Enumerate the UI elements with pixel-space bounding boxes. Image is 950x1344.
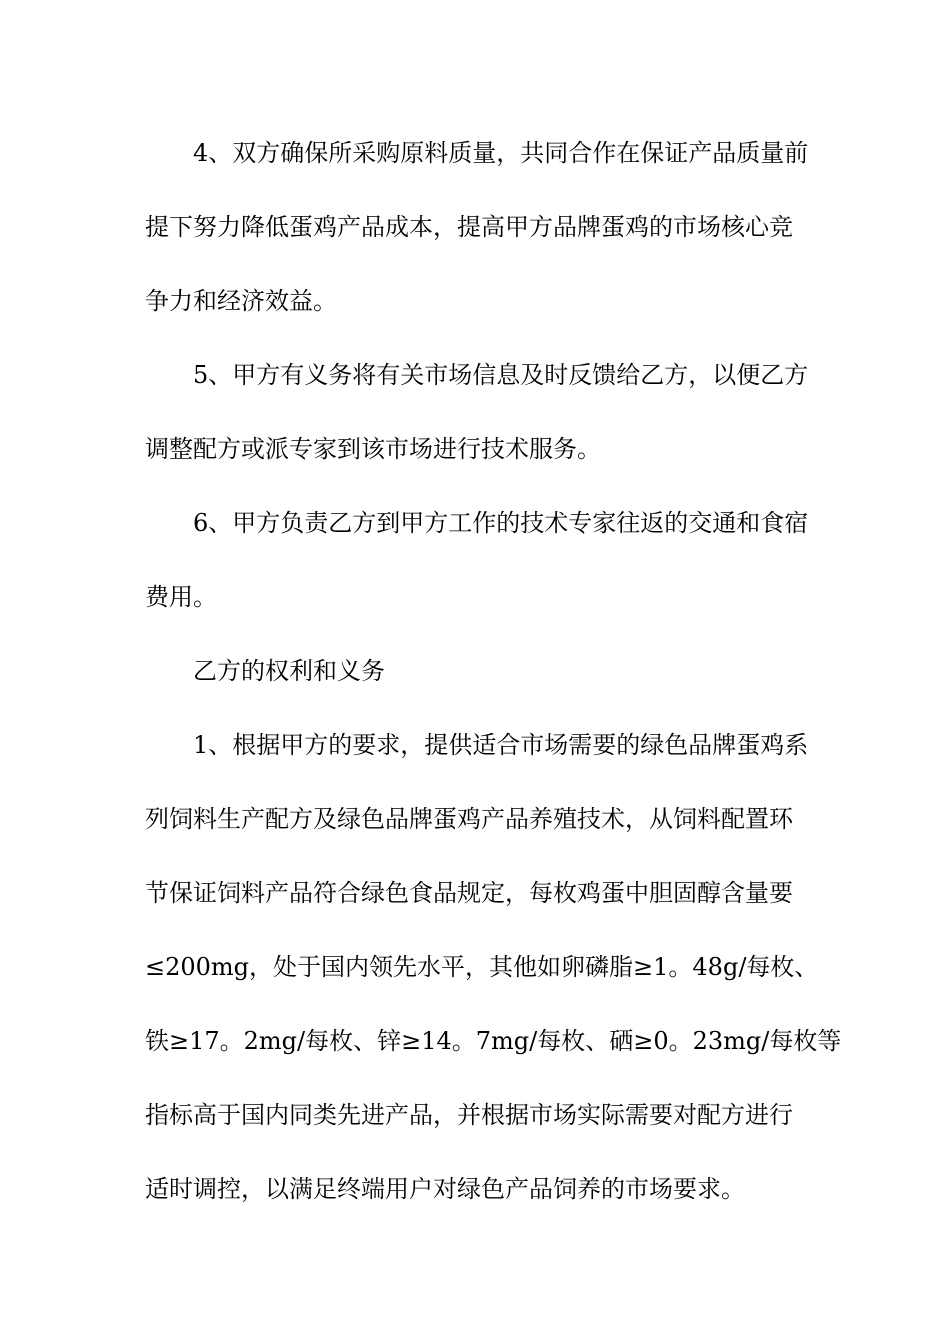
paragraph-1-line-5: 铁≥17。2mg/每枚、锌≥14。7mg/每枚、硒≥0。23mg/每枚等 bbox=[145, 1027, 842, 1055]
paragraph-1-line-4: ≤200mg，处于国内领先水平，其他如卵磷脂≥1。48g/每枚、 bbox=[145, 953, 819, 981]
paragraph-1-line-2: 列饲料生产配方及绿色品牌蛋鸡产品养殖技术，从饲料配置环 bbox=[145, 805, 793, 833]
paragraph-4-line-1: 4、双方确保所采购原料质量，共同合作在保证产品质量前 bbox=[193, 139, 809, 167]
paragraph-4-line-2: 提下努力降低蛋鸡产品成本，提高甲方品牌蛋鸡的市场核心竞 bbox=[145, 213, 793, 241]
paragraph-6-line-1: 6、甲方负责乙方到甲方工作的技术专家往返的交通和食宿 bbox=[193, 509, 809, 537]
paragraph-1-line-1: 1、根据甲方的要求，提供适合市场需要的绿色品牌蛋鸡系 bbox=[193, 731, 809, 759]
paragraph-6-line-2: 费用。 bbox=[145, 583, 217, 611]
section-heading: 乙方的权利和义务 bbox=[193, 657, 385, 685]
paragraph-1-line-6: 指标高于国内同类先进产品，并根据市场实际需要对配方进行 bbox=[145, 1101, 793, 1129]
paragraph-5-line-1: 5、甲方有义务将有关市场信息及时反馈给乙方，以便乙方 bbox=[193, 361, 809, 389]
paragraph-5-line-2: 调整配方或派专家到该市场进行技术服务。 bbox=[145, 435, 601, 463]
paragraph-1-line-3: 节保证饲料产品符合绿色食品规定，每枚鸡蛋中胆固醇含量要 bbox=[145, 879, 793, 907]
paragraph-4-line-3: 争力和经济效益。 bbox=[145, 287, 337, 315]
paragraph-1-line-7: 适时调控，以满足终端用户对绿色产品饲养的市场要求。 bbox=[145, 1175, 745, 1203]
